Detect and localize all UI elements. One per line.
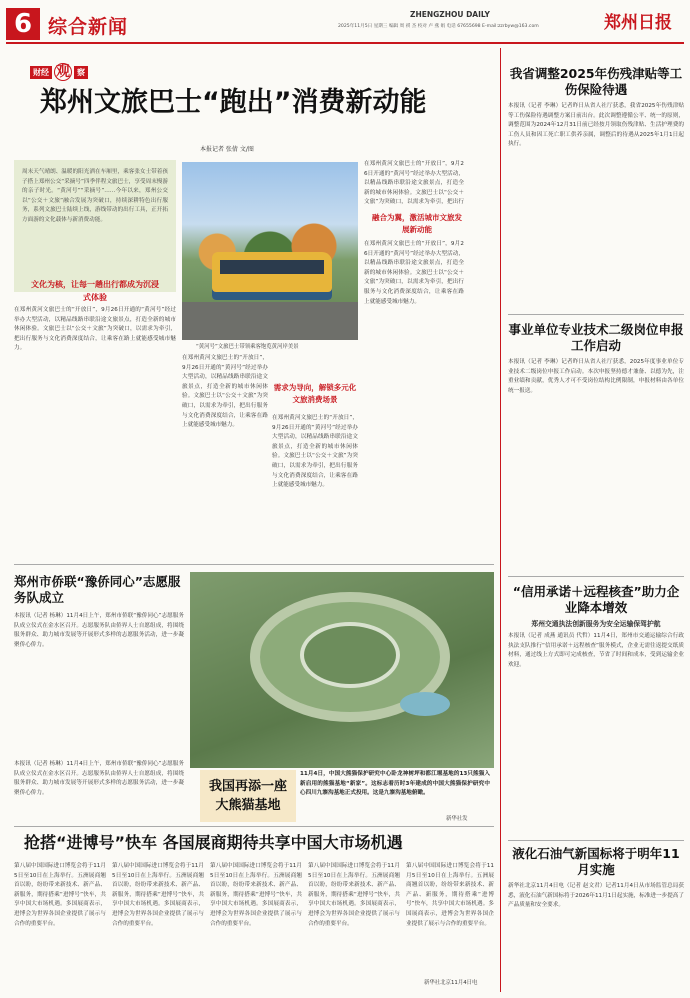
lead-byline: 本报记者 张倩 文/图 — [200, 146, 254, 153]
panda-pond — [400, 692, 450, 716]
intro-text: 周末天气晴朗、温暖的阳光洒在车厢里，乘客张女士带着孩子搭上郑州公交“采摘号”四季伴程文旅巴士，享受周末慢游的亲子时光。“黄河号”“采摘号”……今年以来，郑州公交以“公交＋文旅”融合发展为突破口，持续深耕特色出行服务，系列文旅巴士陆续上线，游线带动的出行工具，正开拓方面游的文化载体与新消费动能。 — [22, 169, 168, 223]
expo-body-1: 第八届中国国际进口博览会将于11月5日至10日在上海举行。五洲展商翘首以盼，纷纷带来新技术、新产品、新服务，期待搭乘“进博号”快车，共享中国大市场机遇。多国展商表示，进博会为世界各国企业提供了展示与合作的重要平台。 — [14, 863, 106, 927]
right-body-0: 本报讯（记者 李琳）记者昨日从省人社厅获悉，我省2025年伤残津贴等工伤保险待遇调整方案日前出台。此次调整遵循公平、统一的原则，调整范围为2024年12月31日前已经按月领取伤残津贴、生活护理费的工伤人员和因工死亡职工供养亲属，调整后的待遇从2025年1月1日起执行。 — [508, 103, 684, 148]
kicker-mid: 观 — [56, 64, 70, 80]
panda-headline-box — [200, 770, 296, 822]
expo-credit: 新华社北京11月4日电 — [424, 980, 478, 986]
right-rule-1 — [508, 314, 684, 315]
lead-body-col3a: 在郑州黄河文旅巴士的“开放日”，9月26日开通的“黄河号”经过举办大型活动，以精品线路串联沿途文旅景点，打造全新的城市休闲体验。文旅巴士以“公交＋文旅”为突破口，以需求为牵引，把出行 — [364, 161, 464, 206]
mid-rule — [14, 564, 494, 565]
section-title: 综合新闻 — [48, 16, 129, 38]
lead-body-col2b: 在郑州黄河文旅巴士的“开放日”，9月26日开通的“黄河号”经过举办大型活动，以精品线路串联沿途文旅景点，打造全新的城市休闲体验。文旅巴士以“公交＋文旅”为突破口，以需求为牵引，把出行服务与文化消费深度结合，让乘客在路上就能感受城市魅力。 — [272, 415, 358, 489]
right-body-3: 新华社北京11月4日电（记者 赵文君）记者11月4日从市场监管总局获悉，液化石油气新国标将于2026年11月1日起实施，标准进一步提高了产品质量和安全要求。 — [508, 883, 684, 909]
right-body-2: 本报讯（记者 成燕 通讯员 代哲）11月4日，郑州市交通运输综合行政执法支队推行“信用承诺＋远程核查”服务模式，企业无需往返提交纸质材料，通过线上方式即可完成核查，节省了时间和成本，受到运输企业欢迎。 — [508, 633, 684, 668]
right-headline-0: 我省调整2025年伤残津贴等工伤保险待遇 — [509, 66, 683, 97]
lead-body-col2a: 在郑州黄河文旅巴士的“开放日”，9月26日开通的“黄河号”经过举办大型活动，以精品线路串联沿途文旅景点，打造全新的城市休闲体验。文旅巴士以“公交＋文旅”为突破口，以需求为牵引，把出行服务与文化消费深度结合，让乘客在路上就能感受城市魅力。 — [182, 355, 268, 429]
lead-body-col1: 在郑州黄河文旅巴士的“开放日”，9月26日开通的“黄河号”经过举办大型活动，以精品线路串联沿途文旅景点，打造全新的城市休闲体验。文旅巴士以“公交＋文旅”为突破口，以需求为牵引，把出行服务与文化消费深度结合，让乘客在路上就能感受城市魅力。 — [14, 307, 176, 352]
intro-box — [14, 160, 176, 292]
right-headline-2: “信用承诺＋远程核查”助力企业降本增效 — [512, 584, 680, 615]
photo-caption: “黄河号”文旅巴士带领乘客饱览黄河岸美景 — [196, 344, 299, 350]
lead-sub3: 融合为翼，激活城市文旅发展新动能 — [372, 213, 462, 234]
masthead-rule — [6, 42, 684, 44]
expo-rule — [14, 826, 494, 827]
expo-body-5: 第八届中国国际进口博览会将于11月5日至10日在上海举行。五洲展商翘首以盼，纷纷带来新技术、新产品、新服务，期待搭乘“进博号”快车，共享中国大市场机遇。多国展商表示，进博会为世界各国企业提供了展示与合作的重要平台。 — [406, 863, 494, 927]
right-headline-1: 事业单位专业技术二级岗位申报工作启动 — [508, 322, 684, 353]
kicker-left: 财经 — [30, 66, 52, 79]
paper-en: ZHENGZHOU DAILY — [410, 10, 490, 19]
right-rule-2 — [508, 576, 684, 577]
panda-headline: 我国再添一座大熊猫基地 — [208, 779, 287, 813]
panda-ring-inner — [300, 622, 400, 688]
lead-body-col3b: 在郑州黄河文旅巴士的“开放日”，9月26日开通的“黄河号”经过举办大型活动，以精品线路串联沿途文旅景点，打造全新的城市休闲体验。文旅巴士以“公交＋文旅”为突破口，以需求为牵引，把出行服务与文化消费深度结合，让乘客在路上就能感受城市魅力。 — [364, 241, 464, 305]
right-rule-3 — [508, 840, 684, 841]
expo-body-4: 第八届中国国际进口博览会将于11月5日至10日在上海举行。五洲展商翘首以盼，纷纷带来新技术、新产品、新服务，期待搭乘“进博号”快车，共享中国大市场机遇。多国展商表示，进博会为世界各国企业提供了展示与合作的重要平台。 — [308, 863, 400, 927]
expo-body-3: 第八届中国国际进口博览会将于11月5日至10日在上海举行。五洲展商翘首以盼，纷纷带来新技术、新产品、新服务，期待搭乘“进博号”快车，共享中国大市场机遇。多国展商表示，进博会为世界各国企业提供了展示与合作的重要平台。 — [210, 863, 302, 927]
right-body-1: 本报讯（记者 李琳）记者昨日从省人社厅获悉，2025年度事业单位专业技术二级岗位申报工作启动。本次申报坚持德才兼备、以德为先，注重业绩和贡献，优秀人才可不受岗位结构比例限制，申报材料由各单位统一报送。 — [508, 359, 684, 394]
road — [182, 302, 358, 340]
lead-headline: 郑州文旅巴士“跑出”消费新动能 — [40, 87, 427, 118]
bus-windows — [220, 260, 324, 274]
expo-headline: 抢搭“进博号”快车 各国展商期待共享中国大市场机遇 — [24, 833, 403, 852]
expo-body-2: 第八届中国国际进口博览会将于11月5日至10日在上海举行。五洲展商翘首以盼，纷纷带来新技术、新产品、新服务，期待搭乘“进博号”快车，共享中国大市场机遇。多国展商表示，进博会为世界各国企业提供了展示与合作的重要平台。 — [112, 863, 204, 927]
panda-credit: 新华社发 — [446, 816, 468, 822]
lead-sub1: 文化为核，让每一趟出行都成为沉浸式体验 — [31, 280, 159, 302]
lead-sub2: 需求为导向，解锁多元化文旅消费场景 — [273, 383, 357, 404]
date-line: 2025年11月5日 星期三 编辑 周 祺 杰 校对 卢 燕 娟 电话 67655698 E-mail:zzrbyw@163.com — [338, 24, 539, 29]
panda-caption: 11月4日，中国大熊猫保护研究中心卧龙神树坪和都江堰基地的13只熊猫入新启用的熊猫基地“新家”。这标志着历时3年建成的中国大熊猫保护研究中心四川九寨沟基地正式投用。这是九寨沟基地俯瞰。 — [300, 771, 490, 797]
bus — [212, 252, 332, 300]
col-divider-right — [500, 48, 501, 992]
kicker-right: 察 — [74, 66, 88, 79]
kicker — [30, 64, 88, 80]
volunteer-headline: 郑州市侨联“豫侨同心”志愿服务队成立 — [14, 574, 181, 605]
right-headline-3: 液化石油气新国标将于明年11月实施 — [512, 846, 680, 877]
right-sub-2: 郑州交通执法创新服务为安全运输保驾护航 — [531, 620, 661, 628]
paper-logo: 郑州日报 — [604, 13, 672, 33]
volunteer-body-b: 本报讯（记者 杨琳）11月4日上午，郑州市侨联“豫侨同心”志愿服务队成立仪式在金水区召开。志愿服务队由侨界人士自愿组成，将围绕服务群众、助力城市发展等开展形式多样的志愿服务活动，进一步凝聚侨心侨力。 — [14, 761, 184, 796]
page-number: 6 — [6, 8, 40, 40]
panda-photo — [190, 572, 494, 768]
volunteer-body: 本报讯（记者 杨琳）11月4日上午，郑州市侨联“豫侨同心”志愿服务队成立仪式在金水区召开。志愿服务队由侨界人士自愿组成，将围绕服务群众、助力城市发展等开展形式多样的志愿服务活动，进一步凝聚侨心侨力。 — [14, 613, 184, 648]
bus-photo — [182, 162, 358, 340]
